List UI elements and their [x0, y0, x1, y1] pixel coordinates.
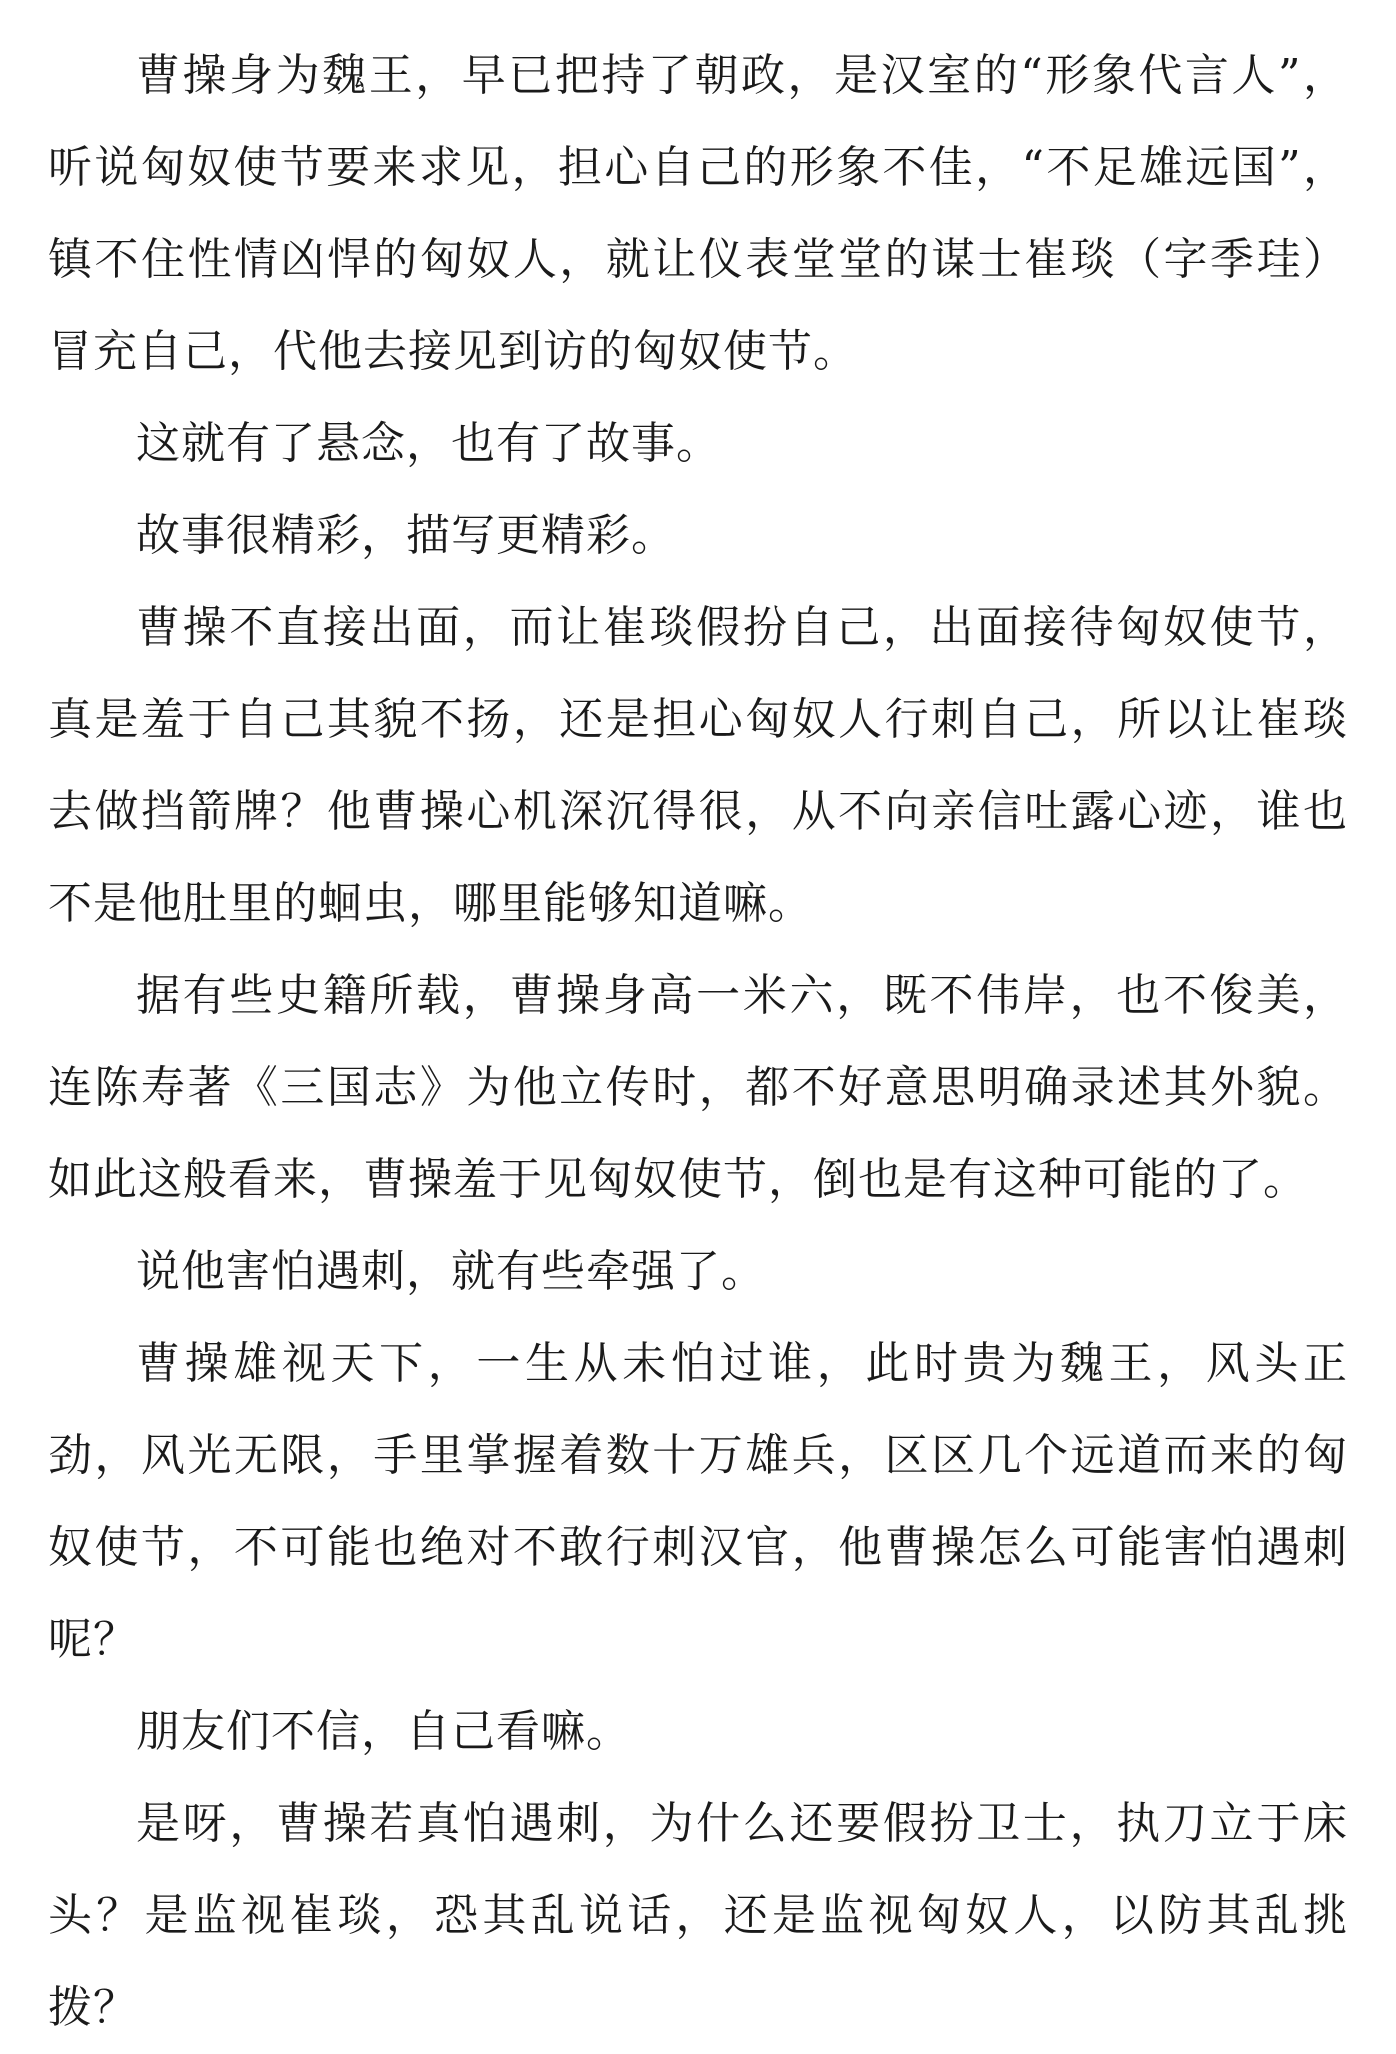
paragraph-7: 曹操雄视天下，一生从未怕过谁，此时贵为魏王，风头正劲，风光无限，手里掌握着数十万雄兵，区区几个远道而来的匈奴使节，不可能也绝对不敢行刺汉官，他曹操怎么可能害怕遇刺呢？ — [48, 1338, 1348, 1665]
paragraph-9: 是呀，曹操若真怕遇刺，为什么还要假扮卫士，执刀立于床头？是监视崔琰，恐其乱说话，还是监视匈奴人，以防其乱挑拨？ — [48, 1798, 1348, 2033]
paragraph-5: 据有些史籍所载，曹操身高一米六，既不伟岸，也不俊美，连陈寿著《三国志》为他立传时，都不好意思明确录述其外貌。如此这般看来，曹操羞于见匈奴使节，倒也是有这种可能的了。 — [48, 970, 1348, 1205]
paragraph-4: 曹操不直接出面，而让崔琰假扮自己，出面接待匈奴使节，真是羞于自己其貌不扬，还是担心匈奴人行刺自己，所以让崔琰去做挡箭牌？他曹操心机深沉得很，从不向亲信吐露心迹，谁也不是他肚里的蛔虫，哪里能够知道嘛。 — [48, 602, 1348, 929]
paragraph-2: 这就有了悬念，也有了故事。 — [136, 418, 721, 469]
paragraph-3: 故事很精彩，描写更精彩。 — [136, 510, 676, 561]
paragraph-1: 曹操身为魏王，早已把持了朝政，是汉室的“形象代言人”，听说匈奴使节要来求见，担心自己的形象不佳，“不足雄远国”，镇不住性情凶悍的匈奴人，就让仪表堂堂的谋士崔琰（字季珪）冒充自己，代他去接见到访的匈奴使节。 — [48, 50, 1348, 377]
paragraph-6: 说他害怕遇刺，就有些牵强了。 — [136, 1246, 766, 1297]
paragraph-8: 朋友们不信，自己看嘛。 — [136, 1706, 631, 1757]
